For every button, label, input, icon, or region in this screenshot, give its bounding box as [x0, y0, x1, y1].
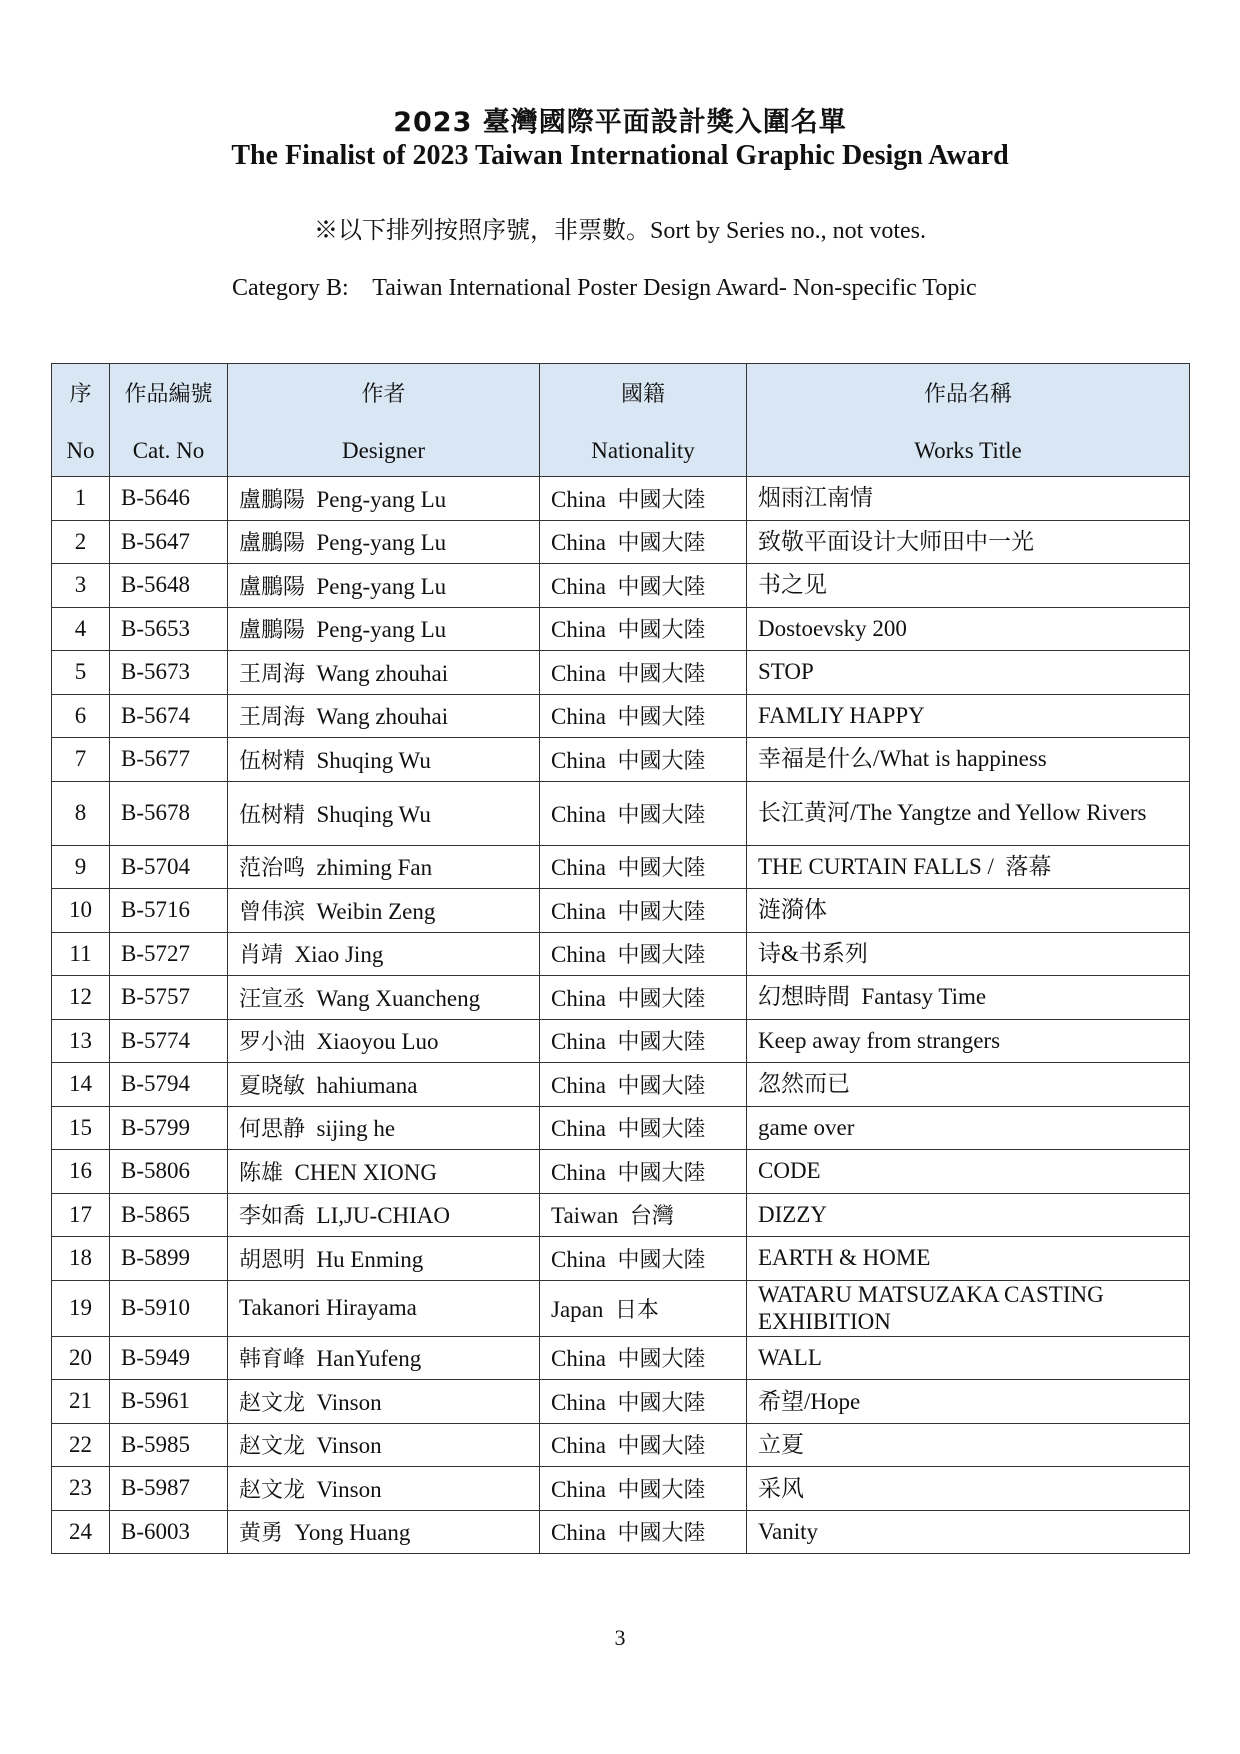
- designer-name-zh: 王周海: [239, 705, 306, 731]
- nationality-en: China: [551, 1346, 606, 1372]
- nationality-zh: 中國大陸: [617, 705, 706, 731]
- cell-works-title: WATARU MATSUZAKA CASTING EXHIBITION: [747, 1280, 1190, 1336]
- nationality-zh: 中國大陸: [617, 1117, 706, 1143]
- table-row: [52, 1380, 1190, 1424]
- designer-name-zh: 王周海: [239, 661, 306, 687]
- cell-works-title: DIZZY: [747, 1193, 1190, 1237]
- cell-designer: [228, 889, 540, 933]
- cell-designer: [228, 781, 540, 845]
- cell-cat-no: B-5799: [110, 1106, 228, 1150]
- nationality-en: China: [551, 573, 606, 599]
- cell-works-title: 采风: [747, 1467, 1190, 1511]
- table-row: [52, 1510, 1190, 1554]
- cell-cat-no: B-5961: [110, 1380, 228, 1424]
- cell-no: 14: [52, 1063, 110, 1107]
- nationality-zh: 中國大陸: [617, 1073, 706, 1099]
- finalist-table: [51, 363, 1190, 1554]
- cell-works-title: 忽然而已: [747, 1063, 1190, 1107]
- cell-designer: [228, 738, 540, 782]
- nationality-zh: 中國大陸: [617, 856, 706, 882]
- cell-nationality: [540, 781, 747, 845]
- cell-no: 21: [52, 1380, 110, 1424]
- cell-nationality: [540, 564, 747, 608]
- cell-designer: [228, 845, 540, 889]
- designer-name-en: hahiumana: [316, 1072, 418, 1098]
- column-header-en: Cat. No: [132, 437, 205, 463]
- cell-nationality: [540, 1380, 747, 1424]
- column-header-en: Designer: [341, 437, 426, 463]
- nationality-en: China: [551, 855, 606, 881]
- cell-cat-no: B-5899: [110, 1237, 228, 1281]
- nationality-zh: 中國大陸: [617, 943, 706, 969]
- designer-name-zh: 赵文龙: [239, 1477, 306, 1503]
- cell-works-title: THE CURTAIN FALLS / 落幕: [747, 845, 1190, 889]
- cell-no: 4: [52, 607, 110, 651]
- nationality-zh: 中國大陸: [617, 1160, 706, 1186]
- cell-nationality: [540, 1237, 747, 1281]
- cell-no: 1: [52, 477, 110, 521]
- table-row: [52, 477, 1190, 521]
- nationality-en: China: [551, 1029, 606, 1055]
- table-row: [52, 607, 1190, 651]
- table-row: [52, 1423, 1190, 1467]
- cell-works-title: game over: [747, 1106, 1190, 1150]
- designer-name-zh: 赵文龙: [239, 1390, 306, 1416]
- cell-nationality: [540, 1280, 747, 1336]
- designer-name-zh: 黄勇: [239, 1521, 284, 1547]
- nationality-en: China: [551, 704, 606, 730]
- designer-name-en: Shuqing Wu: [316, 801, 431, 827]
- designer-name-zh: 盧鵬陽: [239, 531, 306, 557]
- cell-works-title: STOP: [747, 651, 1190, 695]
- cell-designer: [228, 477, 540, 521]
- cell-nationality: [540, 889, 747, 933]
- nationality-zh: 中國大陸: [617, 899, 706, 925]
- nationality-zh: 中國大陸: [617, 618, 706, 644]
- nationality-en: China: [551, 898, 606, 924]
- cell-nationality: [540, 1193, 747, 1237]
- table-row: [52, 520, 1190, 564]
- cell-cat-no: B-5673: [110, 651, 228, 695]
- table-row: [52, 564, 1190, 608]
- cell-cat-no: B-5678: [110, 781, 228, 845]
- designer-name-en: Takanori Hirayama: [239, 1295, 417, 1321]
- cell-no: 7: [52, 738, 110, 782]
- cell-no: 23: [52, 1467, 110, 1511]
- column-header-designer: [228, 364, 540, 477]
- table-row: [52, 781, 1190, 845]
- nationality-en: China: [551, 1072, 606, 1098]
- cell-cat-no: B-5757: [110, 976, 228, 1020]
- designer-name-zh: 盧鵬陽: [239, 487, 306, 513]
- cell-nationality: [540, 1336, 747, 1380]
- cell-cat-no: B-5648: [110, 564, 228, 608]
- cell-nationality: [540, 694, 747, 738]
- cell-designer: [228, 1423, 540, 1467]
- cell-no: 17: [52, 1193, 110, 1237]
- designer-name-zh: 汪宣丞: [239, 986, 306, 1012]
- cell-works-title: 致敬平面设计大师田中一光: [747, 520, 1190, 564]
- cell-works-title: WALL: [747, 1336, 1190, 1380]
- nationality-zh: 中國大陸: [617, 748, 706, 774]
- cell-cat-no: B-5794: [110, 1063, 228, 1107]
- cell-designer: [228, 1019, 540, 1063]
- designer-name-en: Vinson: [316, 1476, 382, 1502]
- nationality-en: China: [551, 660, 606, 686]
- cell-works-title: 长江黄河/The Yangtze and Yellow Rivers: [747, 781, 1190, 845]
- designer-name-zh: 盧鵬陽: [239, 574, 306, 600]
- cell-works-title: FAMLIY HAPPY: [747, 694, 1190, 738]
- cell-works-title: 涟漪体: [747, 889, 1190, 933]
- cell-designer: [228, 932, 540, 976]
- table-row: [52, 845, 1190, 889]
- cell-no: 20: [52, 1336, 110, 1380]
- nationality-zh: 中國大陸: [617, 1477, 706, 1503]
- designer-name-zh: 韩育峰: [239, 1347, 306, 1373]
- cell-designer: [228, 1280, 540, 1336]
- designer-name-zh: 伍树精: [239, 748, 306, 774]
- designer-name-en: Hu Enming: [316, 1246, 424, 1272]
- cell-nationality: [540, 1467, 747, 1511]
- nationality-zh: 中國大陸: [617, 1390, 706, 1416]
- column-header-zh: 作者: [361, 381, 406, 407]
- nationality-zh: 中國大陸: [617, 1247, 706, 1273]
- nationality-zh: 中國大陸: [617, 986, 706, 1012]
- cell-cat-no: B-5653: [110, 607, 228, 651]
- table-row: [52, 1237, 1190, 1281]
- designer-name-en: Xiaoyou Luo: [316, 1029, 439, 1055]
- cell-designer: [228, 1063, 540, 1107]
- designer-name-zh: 李如喬: [239, 1204, 306, 1230]
- cell-no: 22: [52, 1423, 110, 1467]
- column-header-zh: 國籍: [620, 381, 665, 407]
- cell-nationality: [540, 976, 747, 1020]
- cell-works-title: 幻想時間 Fantasy Time: [747, 976, 1190, 1020]
- designer-name-en: Vinson: [316, 1433, 382, 1459]
- cell-designer: [228, 1510, 540, 1554]
- cell-nationality: [540, 1510, 747, 1554]
- cell-nationality: [540, 1063, 747, 1107]
- cell-designer: [228, 1467, 540, 1511]
- cell-works-title: 烟雨江南情: [747, 477, 1190, 521]
- designer-name-en: sijing he: [316, 1116, 396, 1142]
- designer-name-zh: 曾伟滨: [239, 899, 306, 925]
- cell-designer: [228, 1150, 540, 1194]
- cell-cat-no: B-5674: [110, 694, 228, 738]
- cell-cat-no: B-5985: [110, 1423, 228, 1467]
- cell-nationality: [540, 1019, 747, 1063]
- designer-name-en: zhiming Fan: [316, 855, 433, 881]
- designer-name-en: Wang zhouhai: [316, 704, 449, 730]
- cell-works-title: 希望/Hope: [747, 1380, 1190, 1424]
- column-header-cat-no: [110, 364, 228, 477]
- table-row: [52, 694, 1190, 738]
- designer-name-en: Peng-yang Lu: [316, 617, 447, 643]
- table-row: [52, 1019, 1190, 1063]
- column-header-nationality: [540, 364, 747, 477]
- cell-works-title: 书之见: [747, 564, 1190, 608]
- nationality-en: China: [551, 985, 606, 1011]
- cell-designer: [228, 651, 540, 695]
- cell-cat-no: B-5647: [110, 520, 228, 564]
- designer-name-en: HanYufeng: [316, 1346, 422, 1372]
- cell-no: 8: [52, 781, 110, 845]
- cell-no: 3: [52, 564, 110, 608]
- cell-nationality: [540, 1150, 747, 1194]
- table-row: [52, 889, 1190, 933]
- nationality-en: China: [551, 1433, 606, 1459]
- cell-designer: [228, 520, 540, 564]
- nationality-en: China: [551, 1476, 606, 1502]
- designer-name-en: LI,JU-CHIAO: [316, 1203, 451, 1229]
- cell-works-title: Vanity: [747, 1510, 1190, 1554]
- cell-cat-no: B-5910: [110, 1280, 228, 1336]
- document-title-en: The Finalist of 2023 Taiwan International Graphic Design Award: [231, 140, 1009, 171]
- column-header-zh: 序: [69, 381, 92, 407]
- nationality-zh: 中國大陸: [617, 531, 706, 557]
- page-number: 3: [614, 1625, 626, 1650]
- designer-name-zh: 陈雄: [239, 1160, 284, 1186]
- nationality-en: Taiwan: [551, 1203, 619, 1229]
- cell-no: 15: [52, 1106, 110, 1150]
- cell-cat-no: B-5704: [110, 845, 228, 889]
- table-row: [52, 1106, 1190, 1150]
- cell-cat-no: B-5646: [110, 477, 228, 521]
- cell-designer: [228, 1237, 540, 1281]
- designer-name-zh: 伍树精: [239, 802, 306, 828]
- nationality-zh: 日本: [614, 1297, 659, 1323]
- table-row: [52, 1467, 1190, 1511]
- designer-name-zh: 盧鵬陽: [239, 618, 306, 644]
- designer-name-zh: 范治鸣: [239, 856, 306, 882]
- nationality-zh: 中國大陸: [617, 1521, 706, 1547]
- cell-nationality: [540, 651, 747, 695]
- column-header-zh: 作品名稱: [923, 381, 1012, 407]
- cell-cat-no: B-5677: [110, 738, 228, 782]
- table-row: [52, 1150, 1190, 1194]
- cell-nationality: [540, 932, 747, 976]
- nationality-en: Japan: [551, 1296, 604, 1322]
- cell-cat-no: B-5949: [110, 1336, 228, 1380]
- cell-works-title: 诗&书系列: [747, 932, 1190, 976]
- cell-no: 24: [52, 1510, 110, 1554]
- nationality-zh: 中國大陸: [617, 1030, 706, 1056]
- cell-no: 10: [52, 889, 110, 933]
- cell-nationality: [540, 477, 747, 521]
- cell-no: 6: [52, 694, 110, 738]
- nationality-en: China: [551, 617, 606, 643]
- table-row: [52, 976, 1190, 1020]
- designer-name-en: CHEN XIONG: [294, 1159, 437, 1185]
- cell-nationality: [540, 1106, 747, 1150]
- cell-cat-no: B-5716: [110, 889, 228, 933]
- table-row: [52, 1280, 1190, 1336]
- column-header-en: Works Title: [914, 437, 1022, 463]
- cell-works-title: CODE: [747, 1150, 1190, 1194]
- nationality-en: China: [551, 801, 606, 827]
- designer-name-en: Vinson: [316, 1389, 382, 1415]
- column-header-works-title: [747, 364, 1190, 477]
- nationality-zh: 中國大陸: [617, 802, 706, 828]
- cell-nationality: [540, 607, 747, 651]
- document-title-zh: 2023 臺灣國際平面設計獎入圍名單: [393, 107, 847, 138]
- designer-name-en: Yong Huang: [294, 1520, 411, 1546]
- cell-no: 18: [52, 1237, 110, 1281]
- designer-name-en: Weibin Zeng: [316, 898, 436, 924]
- cell-designer: [228, 564, 540, 608]
- cell-designer: [228, 976, 540, 1020]
- cell-works-title: 立夏: [747, 1423, 1190, 1467]
- designer-name-en: Wang zhouhai: [316, 660, 449, 686]
- table-row: [52, 1336, 1190, 1380]
- designer-name-zh: 赵文龙: [239, 1434, 306, 1460]
- cell-cat-no: B-5774: [110, 1019, 228, 1063]
- cell-nationality: [540, 1423, 747, 1467]
- designer-name-zh: 胡恩明: [239, 1247, 306, 1273]
- nationality-en: China: [551, 1520, 606, 1546]
- designer-name-en: Shuqing Wu: [316, 747, 431, 773]
- nationality-en: China: [551, 1389, 606, 1415]
- nationality-zh: 中國大陸: [617, 661, 706, 687]
- cell-designer: [228, 1336, 540, 1380]
- designer-name-en: Xiao Jing: [294, 942, 384, 968]
- nationality-en: China: [551, 530, 606, 556]
- table-row: [52, 932, 1190, 976]
- column-header-zh: 作品編號: [124, 381, 213, 407]
- cell-works-title: 幸福是什么/What is happiness: [747, 738, 1190, 782]
- nationality-en: China: [551, 1246, 606, 1272]
- cell-no: 12: [52, 976, 110, 1020]
- column-header-en: Nationality: [591, 437, 695, 463]
- table-row: [52, 1193, 1190, 1237]
- table-row: [52, 738, 1190, 782]
- table-row: [52, 1063, 1190, 1107]
- cell-no: 2: [52, 520, 110, 564]
- cell-no: 19: [52, 1280, 110, 1336]
- cell-no: 9: [52, 845, 110, 889]
- nationality-en: China: [551, 486, 606, 512]
- nationality-en: China: [551, 747, 606, 773]
- nationality-en: China: [551, 942, 606, 968]
- designer-name-zh: 罗小油: [239, 1030, 306, 1056]
- nationality-zh: 中國大陸: [617, 487, 706, 513]
- designer-name-zh: 何思静: [239, 1117, 306, 1143]
- designer-name-zh: 夏晓敏: [239, 1073, 306, 1099]
- nationality-en: China: [551, 1159, 606, 1185]
- cell-nationality: [540, 738, 747, 782]
- cell-cat-no: B-5727: [110, 932, 228, 976]
- cell-no: 16: [52, 1150, 110, 1194]
- cell-designer: [228, 694, 540, 738]
- cell-cat-no: B-5865: [110, 1193, 228, 1237]
- cell-no: 11: [52, 932, 110, 976]
- cell-designer: [228, 1106, 540, 1150]
- cell-cat-no: B-5987: [110, 1467, 228, 1511]
- cell-designer: [228, 1193, 540, 1237]
- cell-works-title: Keep away from strangers: [747, 1019, 1190, 1063]
- cell-no: 13: [52, 1019, 110, 1063]
- category-label: Category B: Taiwan International Poster Design Award- Non-specific Topic: [232, 275, 977, 301]
- table-header-row: [52, 364, 1190, 477]
- table-row: [52, 651, 1190, 695]
- cell-cat-no: B-6003: [110, 1510, 228, 1554]
- designer-name-zh: 肖靖: [239, 943, 284, 969]
- sort-note: ※以下排列按照序號，非票數。Sort by Series no., not votes.: [314, 218, 926, 244]
- cell-cat-no: B-5806: [110, 1150, 228, 1194]
- nationality-en: China: [551, 1116, 606, 1142]
- cell-works-title: EARTH & HOME: [747, 1237, 1190, 1281]
- nationality-zh: 中國大陸: [617, 574, 706, 600]
- nationality-zh: 中國大陸: [617, 1347, 706, 1373]
- cell-nationality: [540, 520, 747, 564]
- designer-name-en: Peng-yang Lu: [316, 573, 447, 599]
- cell-designer: [228, 607, 540, 651]
- column-header-en: No: [66, 437, 95, 463]
- designer-name-en: Peng-yang Lu: [316, 530, 447, 556]
- cell-works-title: Dostoevsky 200: [747, 607, 1190, 651]
- designer-name-en: Wang Xuancheng: [316, 985, 481, 1011]
- column-header-no: [52, 364, 110, 477]
- nationality-zh: 中國大陸: [617, 1434, 706, 1460]
- nationality-zh: 台灣: [629, 1204, 674, 1230]
- cell-nationality: [540, 845, 747, 889]
- cell-no: 5: [52, 651, 110, 695]
- designer-name-en: Peng-yang Lu: [316, 486, 447, 512]
- cell-designer: [228, 1380, 540, 1424]
